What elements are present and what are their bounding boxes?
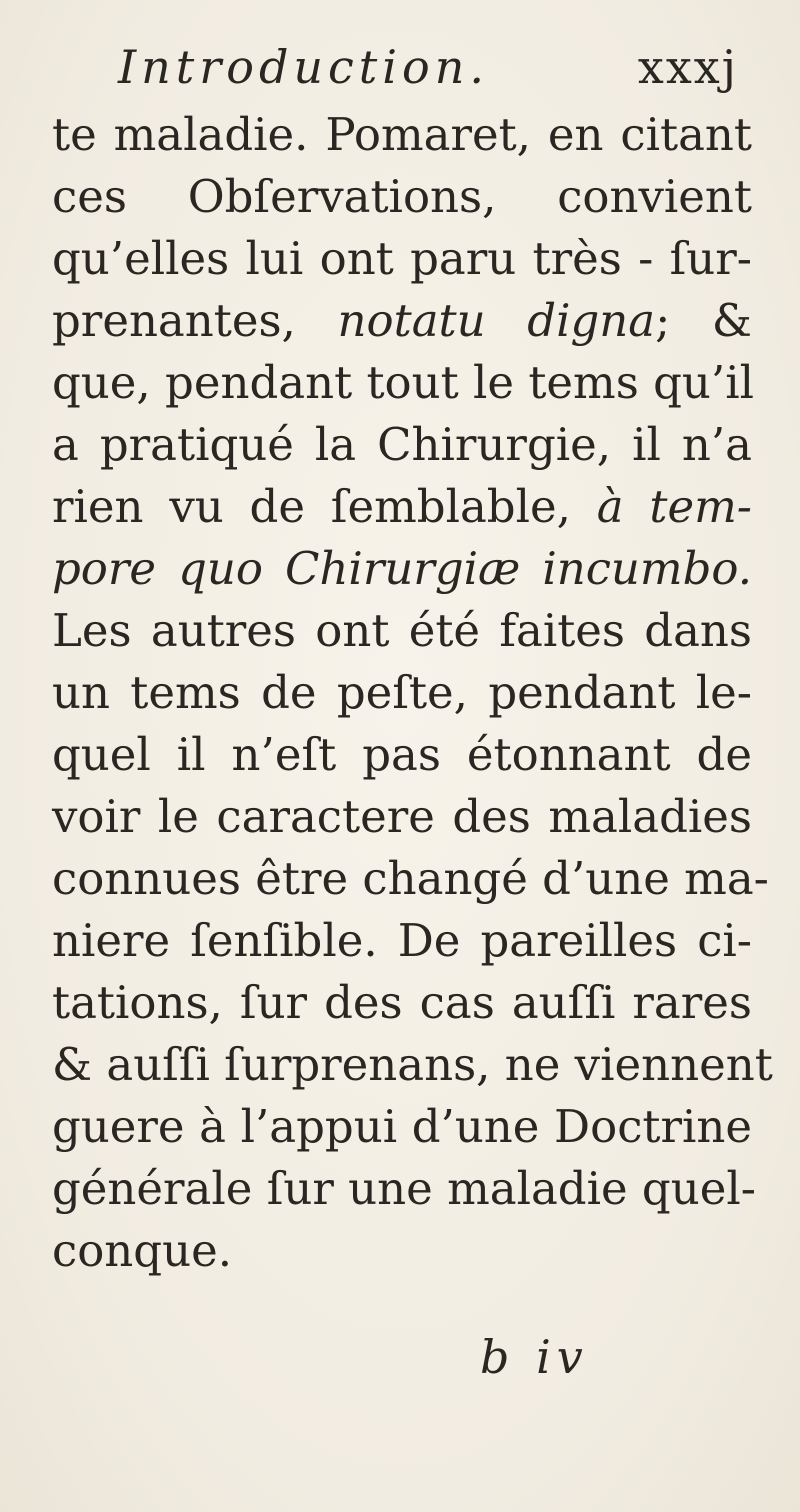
text-line: tations, ſur des cas auſſi rares [52,976,752,1029]
page-number: xxxj [637,40,738,94]
running-head [118,40,738,104]
text-line: a pratiqué la Chirurgie, il n’a [52,418,752,471]
text-line: quel il n’eſt pas étonnant de [52,728,752,781]
text-line: un tems de peſte, pendant le- [52,666,752,719]
text-line: & auſſi ſurprenans, ne viennent [52,1038,773,1091]
text-segment: prenantes, [52,294,296,347]
text-line [52,476,752,538]
latin-quote-line: pore quo Chirurgiæ incumbo. [52,542,752,595]
body-text [52,104,773,1282]
text-segment: rien vu de ſemblable, [52,480,571,533]
text-line: connues être changé d’une ma- [52,852,769,905]
text-line: voir le caractere des maladies [52,790,752,843]
text-line: guere à l’appui d’une Doctrine [52,1100,752,1153]
text-line: qu’elles lui ont paru très - ſur- [52,232,752,285]
text-line: niere ſenſible. De pareilles ci- [52,914,752,967]
text-segment: ; & [655,294,752,347]
signature-mark: b iv [480,1330,589,1384]
text-line: ces Obſervations, convient [52,170,752,223]
latin-quote: à tem- [596,480,753,533]
text-line: te maladie. Pomaret, en citant [52,108,752,161]
text-line: que, pendant tout le tems qu’il [52,356,754,409]
text-line [52,290,752,352]
text-line: Les autres ont été faites dans [52,604,752,657]
running-head-title: Introduction. [118,40,489,94]
text-line: générale ſur une maladie quel- [52,1162,756,1215]
latin-quote: notatu digna [337,294,656,347]
text-line: conque. [52,1224,232,1277]
